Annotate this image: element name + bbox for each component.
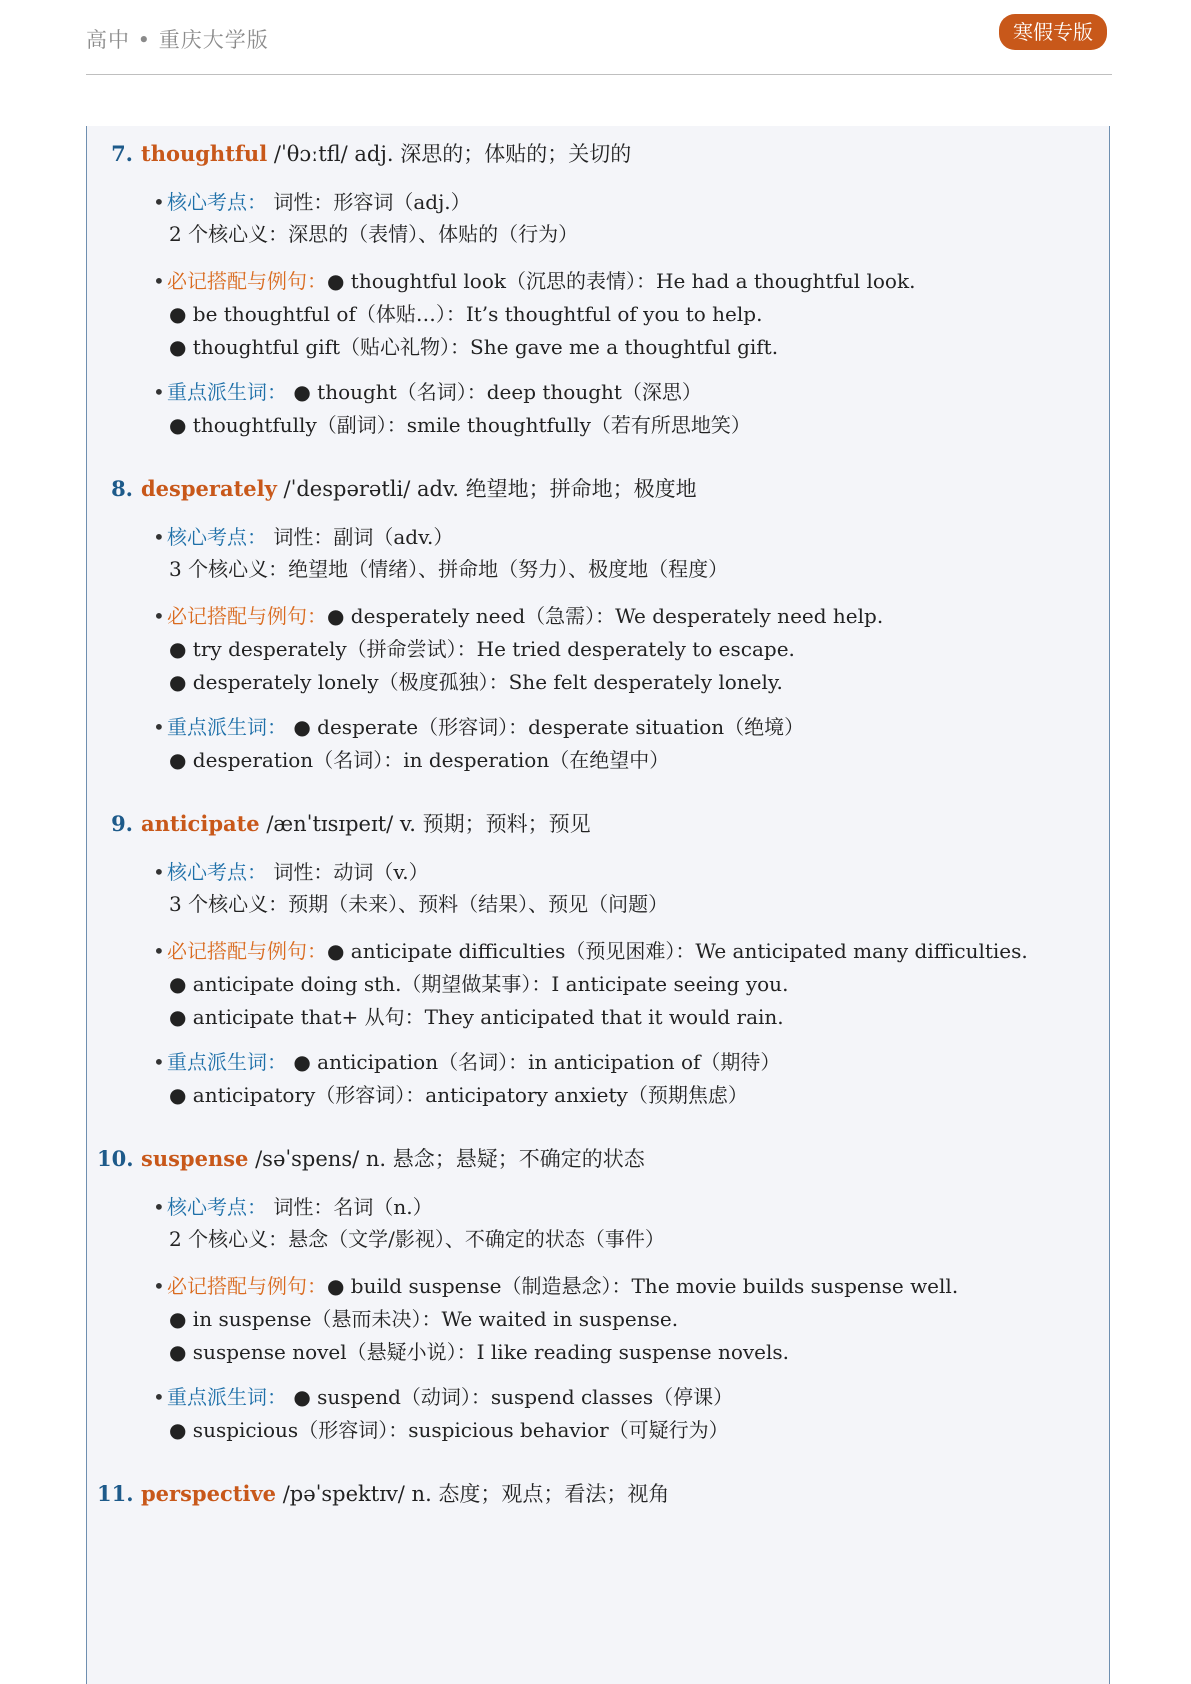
headword-line <box>97 808 591 838</box>
headword: thoughtful <box>141 141 268 166</box>
derivative-item: ● desperate（形容词）：desperate situation（绝境） <box>287 715 805 739</box>
core-pos: 词性：动词（v.） <box>267 860 429 884</box>
headword: anticipate <box>141 811 260 836</box>
entry-number: 11. <box>97 1481 134 1506</box>
headword-line <box>97 1143 645 1173</box>
headword-definition: /səˈspens/ n. 悬念；悬疑；不确定的状态 <box>248 1147 645 1171</box>
core-pos: 词性：名词（n.） <box>267 1195 433 1219</box>
headword-definition: /ænˈtɪsɪpeɪt/ v. 预期；预料；预见 <box>259 812 591 836</box>
collocation-example: ● desperately need（急需）：We desperately need help. <box>327 604 884 628</box>
derivative-label: 重点派生词： <box>167 715 287 739</box>
header-divider <box>86 74 1112 75</box>
entry-number: 10. <box>97 1146 134 1171</box>
bullet-icon: • <box>153 939 165 963</box>
bullet-icon: • <box>153 715 165 739</box>
derivative-line <box>153 1046 780 1075</box>
collocation-example: ● thoughtful look（沉思的表情）：He had a thoughtful look. <box>327 269 916 293</box>
collocation-example: ● be thoughtful of（体贴…）：It’s thoughtful of you to help. <box>169 302 763 326</box>
collocation-line <box>153 265 915 294</box>
collocation-example: ● suspense novel（悬疑小说）：I like reading suspense novels. <box>169 1340 790 1364</box>
collocation-example: ● anticipate doing sth.（期望做某事）：I anticipate seeing you. <box>169 972 789 996</box>
derivative-item: ● anticipation（名词）：in anticipation of（期待） <box>287 1050 781 1074</box>
collocation-line <box>153 935 1028 964</box>
derivative-label: 重点派生词： <box>167 380 287 404</box>
collocation-example: ● in suspense（悬而未决）：We waited in suspense. <box>169 1307 679 1331</box>
headword-definition: /pəˈspektɪv/ n. 态度；观点；看法；视角 <box>276 1482 670 1506</box>
headword: perspective <box>141 1481 277 1506</box>
collocation-example: ● anticipate difficulties（预见困难）：We anticipated many difficulties. <box>327 939 1028 963</box>
bullet-icon: • <box>153 1050 165 1074</box>
collocation-label: 必记搭配与例句： <box>167 269 327 293</box>
derivative-line <box>153 376 702 405</box>
core-line <box>153 186 471 215</box>
entry-number: 7. <box>111 141 133 166</box>
core-line <box>153 856 429 885</box>
core-line <box>153 1191 433 1220</box>
derivative-item: ● thought（名词）：deep thought（深思） <box>287 380 702 404</box>
bullet-icon: • <box>153 1195 165 1219</box>
entry-number: 9. <box>111 811 133 836</box>
collocation-example: ● try desperately（拼命尝试）：He tried desperately to escape. <box>169 637 795 661</box>
bullet-icon: • <box>153 860 165 884</box>
derivative-line <box>153 1381 733 1410</box>
collocation-example: ● anticipate that+ 从句：They anticipated that it would rain. <box>169 1005 784 1029</box>
collocation-example: ● build suspense（制造悬念）：The movie builds suspense well. <box>327 1274 959 1298</box>
derivative-item: ● thoughtfully（副词）：smile thoughtfully（若有所思地笑） <box>169 413 751 437</box>
collocation-line <box>153 1270 958 1299</box>
bullet-icon: • <box>153 525 165 549</box>
collocation-label: 必记搭配与例句： <box>167 939 327 963</box>
collocation-line <box>153 600 883 629</box>
bullet-icon: • <box>153 1274 165 1298</box>
core-meanings: 2 个核心义：悬念（文学/影视）、不确定的状态（事件） <box>169 1227 665 1251</box>
derivative-label: 重点派生词： <box>167 1050 287 1074</box>
collocation-label: 必记搭配与例句： <box>167 1274 327 1298</box>
page-header <box>0 0 1191 80</box>
entry-number: 8. <box>111 476 133 501</box>
core-label: 核心考点： <box>167 1195 267 1219</box>
derivative-label: 重点派生词： <box>167 1385 287 1409</box>
headword: desperately <box>141 476 277 501</box>
core-meanings: 2 个核心义：深思的（表情）、体贴的（行为） <box>169 222 579 246</box>
derivative-line <box>153 711 804 740</box>
book-title: 高中 • 重庆大学版 <box>86 28 269 52</box>
derivative-item: ● anticipatory（形容词）：anticipatory anxiety（预期焦虑） <box>169 1083 748 1107</box>
core-label: 核心考点： <box>167 525 267 549</box>
derivative-item: ● suspend（动词）：suspend classes（停课） <box>287 1385 734 1409</box>
core-label: 核心考点： <box>167 860 267 884</box>
collocation-example: ● thoughtful gift（贴心礼物）：She gave me a thoughtful gift. <box>169 335 779 359</box>
collocation-label: 必记搭配与例句： <box>167 604 327 628</box>
collocation-example: ● desperately lonely（极度孤独）：She felt desperately lonely. <box>169 670 783 694</box>
headword-definition: /ˈθɔːtfl/ adj. 深思的；体贴的；关切的 <box>267 142 632 166</box>
bullet-icon: • <box>153 604 165 628</box>
edition-badge: 寒假专版 <box>999 14 1107 50</box>
bullet-icon: • <box>153 1385 165 1409</box>
core-label: 核心考点： <box>167 190 267 214</box>
bullet-icon: • <box>153 380 165 404</box>
headword-line <box>97 473 697 503</box>
core-pos: 词性：形容词（adj.） <box>267 190 471 214</box>
core-meanings: 3 个核心义：绝望地（情绪）、拼命地（努力）、极度地（程度） <box>169 557 729 581</box>
core-meanings: 3 个核心义：预期（未来）、预料（结果）、预见（问题） <box>169 892 669 916</box>
headword-definition: /ˈdespərətli/ adv. 绝望地；拼命地；极度地 <box>276 477 697 501</box>
headword-line <box>97 1478 669 1508</box>
bullet-icon: • <box>153 190 165 214</box>
vocabulary-panel <box>86 126 1110 1684</box>
core-pos: 词性：副词（adv.） <box>267 525 454 549</box>
derivative-item: ● suspicious（形容词）：suspicious behavior（可疑行为） <box>169 1418 729 1442</box>
headword-line <box>97 138 631 168</box>
core-line <box>153 521 453 550</box>
headword: suspense <box>141 1146 249 1171</box>
derivative-item: ● desperation（名词）：in desperation（在绝望中） <box>169 748 670 772</box>
bullet-icon: • <box>153 269 165 293</box>
